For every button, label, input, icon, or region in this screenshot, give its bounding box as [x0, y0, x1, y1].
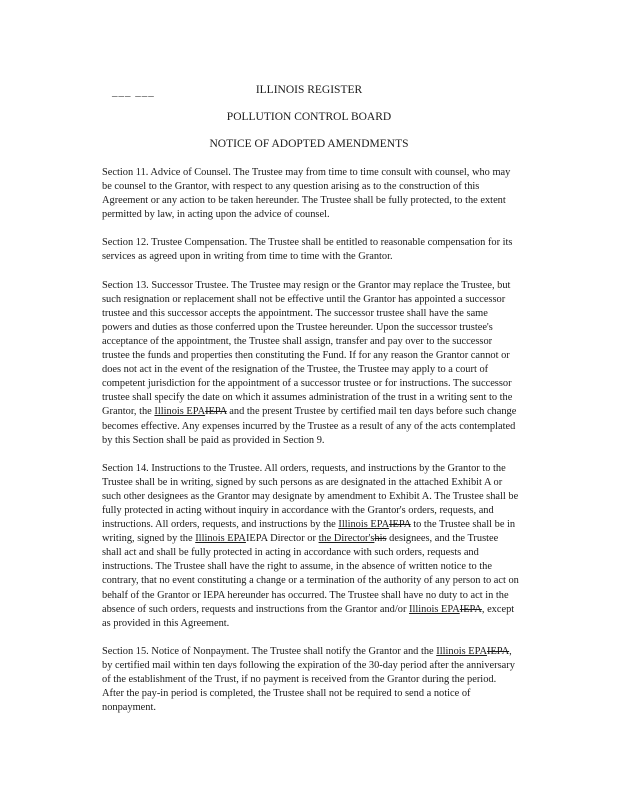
s14-deleted-iepa-2: IEPA	[459, 603, 482, 615]
s14-inserted-directors: the Director's	[318, 533, 375, 545]
s14-text-d: designees, and the Trustee shall act and shall be fully protected in acting in accordance with such orders, requests and instructions. The Trustee shall have the right to assume, in the absence of written notice to the contrary, that no event constituting a change or a termination of the authority of any person to act on behalf of the Grantor or IEPA hereunder has occurred. The Trustee shall have no duty to act in the absence of such orders, requests and instructions from the Grantor and/or	[102, 533, 519, 615]
document-body	[102, 166, 520, 729]
s13-inserted-illinois-epa: Illinois EPA	[154, 406, 206, 418]
s14-deleted-iepa-1: IEPA	[389, 519, 411, 531]
section-11: Section 11. Advice of Counsel. The Trustee may from time to time consult with counsel, who may be counsel to the Grantor, with respect to any question arising as to the construction of this Agreement or any action to be taken hereunder. The Trustee shall be fully protected, to the extent permitted by law, in acting upon the advice of counsel.	[102, 167, 511, 221]
section-14	[102, 462, 520, 631]
section-12: Section 12. Trustee Compensation. The Trustee shall be entitled to reasonable compensation for its services as agreed upon in writing from time to time with the Grantor.	[102, 237, 513, 263]
s14-deleted-his: his	[374, 533, 387, 545]
notice-title: NOTICE OF ADOPTED AMENDMENTS	[209, 138, 409, 150]
s15-text-b: , by certified mail within ten days following the expiration of the 30-day period after the anniversary of the establishment of the Trust, if no payment is received from the Grantor during the period. After the pay-in period is completed, the Trustee shall not be required to send a notice of nonpayment.	[102, 645, 515, 714]
s13-text-a: Section 13. Successor Trustee. The Trustee may resign or the Grantor may replace the Trustee, but such resignation or replacement shall not be effective until the Grantor has appointed a successor trustee and this successor accepts the appointment. The successor trustee shall have the same powers and duties as those conferred upon the Trustee hereunder. Upon the successor trustee's acceptance of the appointment, the Trustee shall assign, transfer and pay over to the successor trustee the funds and properties then constituting the Fund. If for any reason the Grantor cannot or does not act in the event of the resignation of the Trustee, the Trustee may apply to a court of competent jurisdiction for the appointment of a successor trustee or for instructions. The successor trustee shall specify the date on which it assumes administration of the trust in a writing sent to the Grantor, the	[102, 279, 513, 418]
section-13	[102, 279, 520, 448]
s14-text-c: IEPA Director or	[245, 533, 319, 545]
s13-deleted-iepa: IEPA	[205, 406, 227, 418]
s14-inserted-illinois-epa-3: Illinois EPA	[409, 603, 460, 615]
s14-inserted-illinois-epa-2: Illinois EPA	[195, 533, 246, 545]
s14-inserted-illinois-epa-1: Illinois EPA	[338, 519, 390, 531]
header-blank-marks: ___ ___	[112, 86, 155, 98]
board-title: POLLUTION CONTROL BOARD	[226, 111, 392, 123]
s15-inserted-illinois-epa: Illinois EPA	[436, 645, 487, 657]
s13-text-b: and the present Trustee by certified mail ten days before such change becomes effective. Any expenses incurred by the Trustee as a result of any of the acts contemplated by this Section shall be paid as provided in Section 9.	[102, 406, 517, 446]
register-title: ILLINOIS REGISTER	[255, 84, 363, 96]
s14-text-a: Section 14. Instructions to the Trustee. All orders, requests, and instructions by the Grantor to the Trustee shall be in writing, signed by such persons as are designated in the attached Exhibit A or such other designees as the Grantor may designate by amendment to Exhibit A. The Trustee shall be fully protected in acting without inquiry in accordance with the Grantor's orders, requests, and instructions. All orders, requests, and instructions by the	[102, 462, 519, 531]
section-15	[102, 645, 520, 715]
s15-text-a: Section 15. Notice of Nonpayment. The Trustee shall notify the Grantor and the	[102, 645, 437, 657]
s14-text-e: , except as provided in this Agreement.	[102, 603, 515, 629]
s15-deleted-iepa: IEPA	[486, 645, 510, 657]
s14-text-b: to the Trustee shall be in writing, signed by the	[102, 519, 516, 545]
